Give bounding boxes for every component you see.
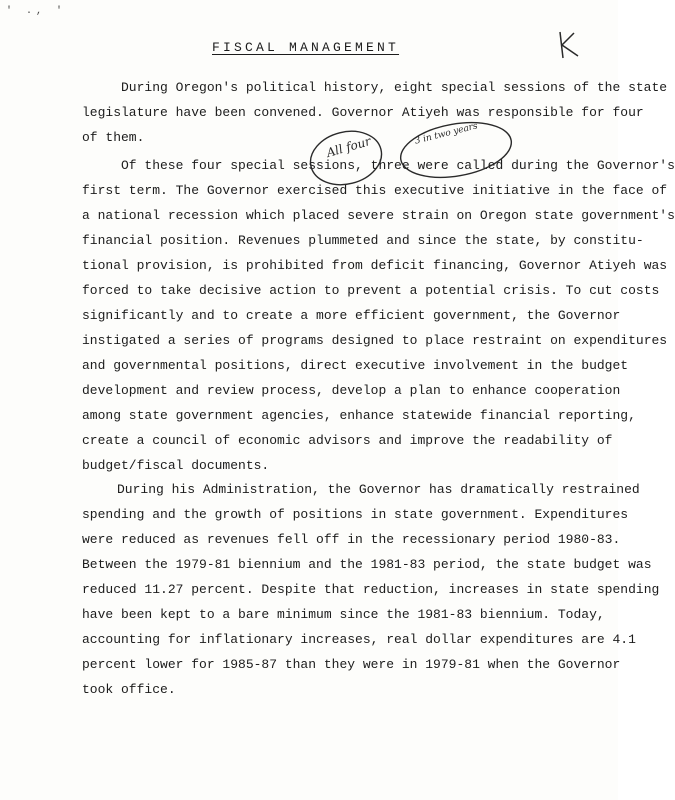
handwritten-note-two-years: 3 in two years bbox=[413, 121, 479, 147]
text-line: financial position. Revenues plummeted and since the state, by constitu- bbox=[82, 233, 644, 248]
text-line: During Oregon's political history, eight special sessions of the state bbox=[121, 80, 668, 95]
text-line: forced to take decisive action to prevent a potential crisis. To cut costs bbox=[82, 283, 660, 298]
text-line: budget/fiscal documents. bbox=[82, 458, 270, 473]
text-line: were reduced as revenues fell off in the recessionary period 1980-83. bbox=[82, 532, 621, 547]
text-line: took office. bbox=[82, 682, 176, 697]
text-line: and governmental positions, direct executive involvement in the budget bbox=[82, 358, 629, 373]
text-line: first term. The Governor exercised this executive initiative in the face of bbox=[82, 183, 668, 198]
text-line: of them. bbox=[82, 130, 145, 145]
text-line: instigated a series of programs designed to place restraint on expenditures bbox=[82, 333, 668, 348]
text-line: development and review process, develop a plan to enhance cooperation bbox=[82, 383, 621, 398]
scan-specks: ' ., ' bbox=[6, 6, 67, 17]
text-line: tional provision, is prohibited from deficit financing, Governor Atiyeh was bbox=[82, 258, 668, 273]
text-line: legislature have been convened. Governor Atiyeh was responsible for four bbox=[82, 105, 644, 120]
text-line: During his Administration, the Governor has dramatically restrained bbox=[117, 482, 640, 497]
text-line: significantly and to create a more efficient government, the Governor bbox=[82, 308, 621, 323]
text-line: Of these four special sessions, three were called during the Governor's bbox=[121, 158, 675, 173]
text-line: among state government agencies, enhance statewide financial reporting, bbox=[82, 408, 636, 423]
text-line: spending and the growth of positions in state government. Expenditures bbox=[82, 507, 629, 522]
corner-mark-icon bbox=[560, 30, 561, 31]
text-line: have been kept to a bare minimum since the 1981-83 biennium. Today, bbox=[82, 607, 605, 622]
text-line: percent lower for 1985-87 than they were in 1979-81 when the Governor bbox=[82, 657, 621, 672]
text-line: Between the 1979-81 biennium and the 1981-83 period, the state budget was bbox=[82, 557, 652, 572]
text-line: accounting for inflationary increases, real dollar expenditures are 4.1 bbox=[82, 632, 636, 647]
text-line: a national recession which placed severe strain on Oregon state government's bbox=[82, 208, 675, 223]
text-line: reduced 11.27 percent. Despite that reduction, increases in state spending bbox=[82, 582, 660, 597]
text-line: create a council of economic advisors and improve the readability of bbox=[82, 433, 613, 448]
document-title: FISCAL MANAGEMENT bbox=[212, 40, 400, 55]
handwritten-note-all-four: All four bbox=[324, 134, 373, 160]
